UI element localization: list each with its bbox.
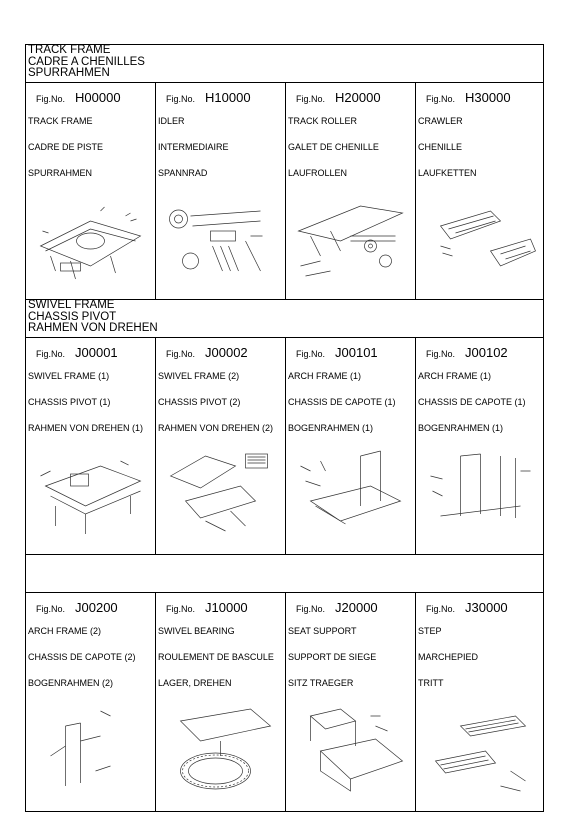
desc-en: ARCH FRAME (1) — [288, 371, 362, 381]
desc-de: TRITT — [418, 678, 444, 688]
desc-en: CRAWLER — [418, 116, 463, 126]
desc-fr: CHASSIS DE CAPOTE (1) — [418, 397, 526, 407]
figure-cell-j00001[interactable] — [26, 338, 156, 554]
section-header-track-frame — [26, 45, 543, 83]
desc-de: BOGENRAHMEN (1) — [418, 423, 504, 433]
desc-de: LAGER, DREHEN — [158, 678, 232, 688]
figure-row-swivel-frame — [26, 338, 543, 555]
desc-de: BOGENRAHMEN (2) — [28, 678, 114, 688]
desc-de: SPANNRAD — [158, 168, 208, 178]
figure-cell-j00002[interactable] — [156, 338, 286, 554]
figure-number: Fig.No. J00200 — [36, 600, 118, 615]
figure-cell-j00102[interactable] — [416, 338, 545, 554]
seat-support-drawing — [290, 701, 411, 801]
desc-fr: CHASSIS PIVOT (1) — [28, 397, 111, 407]
desc-en: SWIVEL BEARING — [158, 626, 235, 636]
track-frame-drawing — [30, 191, 151, 291]
arch-frame-1b-drawing — [420, 446, 541, 546]
arch-frame-1-drawing — [290, 446, 411, 546]
figure-number: Fig.No. H30000 — [426, 90, 511, 105]
desc-fr: ROULEMENT DE BASCULE — [158, 652, 274, 662]
track-roller-drawing — [290, 191, 411, 291]
desc-en: SWIVEL FRAME (2) — [158, 371, 240, 381]
figure-cell-j20000[interactable] — [286, 593, 416, 812]
desc-en: SWIVEL FRAME (1) — [28, 371, 110, 381]
desc-en: ARCH FRAME (2) — [28, 626, 102, 636]
figure-number: Fig.No. J00102 — [426, 345, 508, 360]
figure-number: Fig.No. H00000 — [36, 90, 121, 105]
figure-number: Fig.No. J20000 — [296, 600, 378, 615]
figure-number: Fig.No. H20000 — [296, 90, 381, 105]
desc-en: SEAT SUPPORT — [288, 626, 357, 636]
figure-cell-h20000[interactable] — [286, 83, 416, 299]
figure-cell-j00101[interactable] — [286, 338, 416, 554]
figure-row-arch-frame — [26, 593, 543, 812]
crawler-drawing — [420, 191, 541, 291]
desc-fr: SUPPORT DE SIEGE — [288, 652, 377, 662]
section-title-line: SWIVEL FRAME — [28, 299, 115, 311]
arch-frame-2-drawing — [30, 701, 151, 801]
desc-fr: CHASSIS DE CAPOTE (2) — [28, 652, 136, 662]
figure-number: Fig.No. J00002 — [166, 345, 248, 360]
figure-number: Fig.No. J10000 — [166, 600, 248, 615]
section-title-line: TRACK FRAME — [28, 44, 111, 56]
figure-number: Fig.No. J00001 — [36, 345, 118, 360]
section-title-line: SPURRAHMEN — [28, 67, 110, 79]
parts-index-frame — [25, 44, 544, 812]
desc-fr: CHASSIS PIVOT (2) — [158, 397, 241, 407]
desc-de: BOGENRAHMEN (1) — [288, 423, 374, 433]
figure-number: Fig.No. J30000 — [426, 600, 508, 615]
step-drawing — [420, 701, 541, 801]
desc-en: STEP — [418, 626, 442, 636]
desc-en: ARCH FRAME (1) — [418, 371, 492, 381]
desc-de: SPURRAHMEN — [28, 168, 93, 178]
desc-de: SITZ TRAEGER — [288, 678, 354, 688]
figure-row-track-frame — [26, 83, 543, 300]
desc-en: TRACK FRAME — [28, 116, 93, 126]
figure-cell-h10000[interactable] — [156, 83, 286, 299]
swivel-frame-1-drawing — [30, 446, 151, 546]
section-header-swivel-frame — [26, 300, 543, 338]
section-title-line: CHASSIS PIVOT — [28, 310, 117, 323]
desc-fr: CHASSIS DE CAPOTE (1) — [288, 397, 396, 407]
desc-en: TRACK ROLLER — [288, 116, 358, 126]
desc-de: RAHMEN VON DREHEN (2) — [158, 423, 274, 433]
idler-drawing — [160, 191, 281, 291]
section-title-line: RAHMEN VON DREHEN — [28, 322, 158, 334]
figure-number: Fig.No. H10000 — [166, 90, 251, 105]
desc-de: LAUFKETTEN — [418, 168, 477, 178]
figure-cell-h00000[interactable] — [26, 83, 156, 299]
desc-de: RAHMEN VON DREHEN (1) — [28, 423, 144, 433]
desc-en: IDLER — [158, 116, 185, 126]
desc-fr: GALET DE CHENILLE — [288, 142, 379, 152]
desc-de: LAUFROLLEN — [288, 168, 348, 178]
desc-fr: CADRE DE PISTE — [28, 142, 104, 152]
swivel-bearing-drawing — [160, 701, 281, 801]
section-title-line: CADRE A CHENILLES — [28, 55, 145, 68]
swivel-frame-2-drawing — [160, 446, 281, 546]
desc-fr: INTERMEDIAIRE — [158, 142, 229, 152]
figure-cell-j10000[interactable] — [156, 593, 286, 812]
figure-cell-h30000[interactable] — [416, 83, 545, 299]
figure-cell-j00200[interactable] — [26, 593, 156, 812]
section-header-blank — [26, 555, 543, 593]
figure-number: Fig.No. J00101 — [296, 345, 378, 360]
desc-fr: MARCHEPIED — [418, 652, 479, 662]
figure-cell-j30000[interactable] — [416, 593, 545, 812]
desc-fr: CHENILLE — [418, 142, 463, 152]
